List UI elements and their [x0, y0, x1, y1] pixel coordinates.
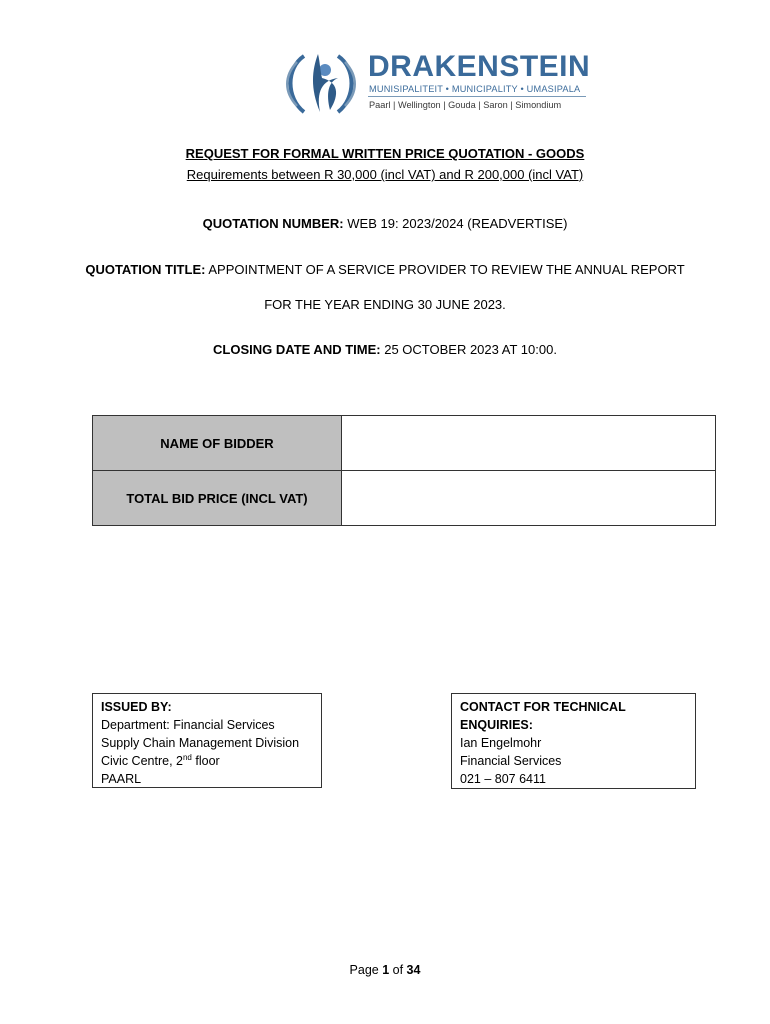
closing-date-label: CLOSING DATE AND TIME:	[213, 342, 381, 357]
quotation-title	[0, 262, 770, 277]
logo-name: DRAKENSTEIN	[368, 50, 591, 83]
document-title: REQUEST FOR FORMAL WRITTEN PRICE QUOTATION - GOODS	[185, 146, 585, 161]
issued-by-division: Supply Chain Management Division	[101, 736, 300, 750]
logo-divider	[368, 96, 586, 97]
quotation-number	[0, 216, 770, 231]
table-row	[93, 471, 716, 526]
bidder-name-label: NAME OF BIDDER	[93, 416, 342, 471]
contact-box	[451, 693, 696, 789]
issued-by-address-floor: floor	[191, 754, 220, 768]
quotation-title-label: QUOTATION TITLE:	[85, 262, 206, 277]
closing-date	[0, 342, 770, 357]
page-number-total: 34	[406, 963, 421, 977]
page-number-current: 1	[382, 963, 390, 977]
quotation-number-value: WEB 19: 2023/2024 (READVERTISE)	[347, 216, 568, 231]
issued-by-city: PAARL	[101, 772, 142, 786]
page-number	[0, 963, 770, 977]
contact-department: Financial Services	[460, 754, 562, 768]
issued-by-heading: ISSUED BY:	[101, 700, 172, 714]
closing-date-value: 25 OCTOBER 2023 AT 10:00.	[384, 342, 557, 357]
requirements-line: Requirements between R 30,000 (incl VAT) and R 200,000 (incl VAT)	[186, 167, 584, 182]
contact-name: Ian Engelmohr	[460, 736, 542, 750]
table-row	[93, 416, 716, 471]
issued-by-address-sup: nd	[182, 752, 192, 762]
drakenstein-logo-icon	[282, 48, 360, 118]
quotation-title-value-line1: APPOINTMENT OF A SERVICE PROVIDER TO REVIEW THE ANNUAL REPORT	[208, 262, 685, 277]
page-number-of: of	[389, 963, 407, 977]
contact-phone: 021 – 807 6411	[460, 772, 546, 786]
issued-by-address-text: Civic Centre, 2	[101, 754, 183, 768]
page-number-prefix: Page	[349, 963, 383, 977]
issued-by-department: Department: Financial Services	[101, 718, 275, 732]
logo-subtitle: MUNISIPALITEIT • MUNICIPALITY • UMASIPALA	[369, 84, 581, 94]
quotation-title-value-line2: FOR THE YEAR ENDING 30 JUNE 2023.	[264, 297, 506, 312]
issued-by-address	[101, 752, 313, 770]
bidder-name-field[interactable]	[342, 416, 716, 471]
bid-price-field[interactable]	[342, 471, 716, 526]
contact-heading: CONTACT FOR TECHNICAL ENQUIRIES:	[460, 700, 626, 732]
logo-towns: Paarl | Wellington | Gouda | Saron | Simondium	[369, 100, 562, 110]
bid-price-label: TOTAL BID PRICE (INCL VAT)	[93, 471, 342, 526]
quotation-number-label: QUOTATION NUMBER:	[202, 216, 344, 231]
bid-table	[92, 415, 716, 526]
issued-by-box	[92, 693, 322, 788]
